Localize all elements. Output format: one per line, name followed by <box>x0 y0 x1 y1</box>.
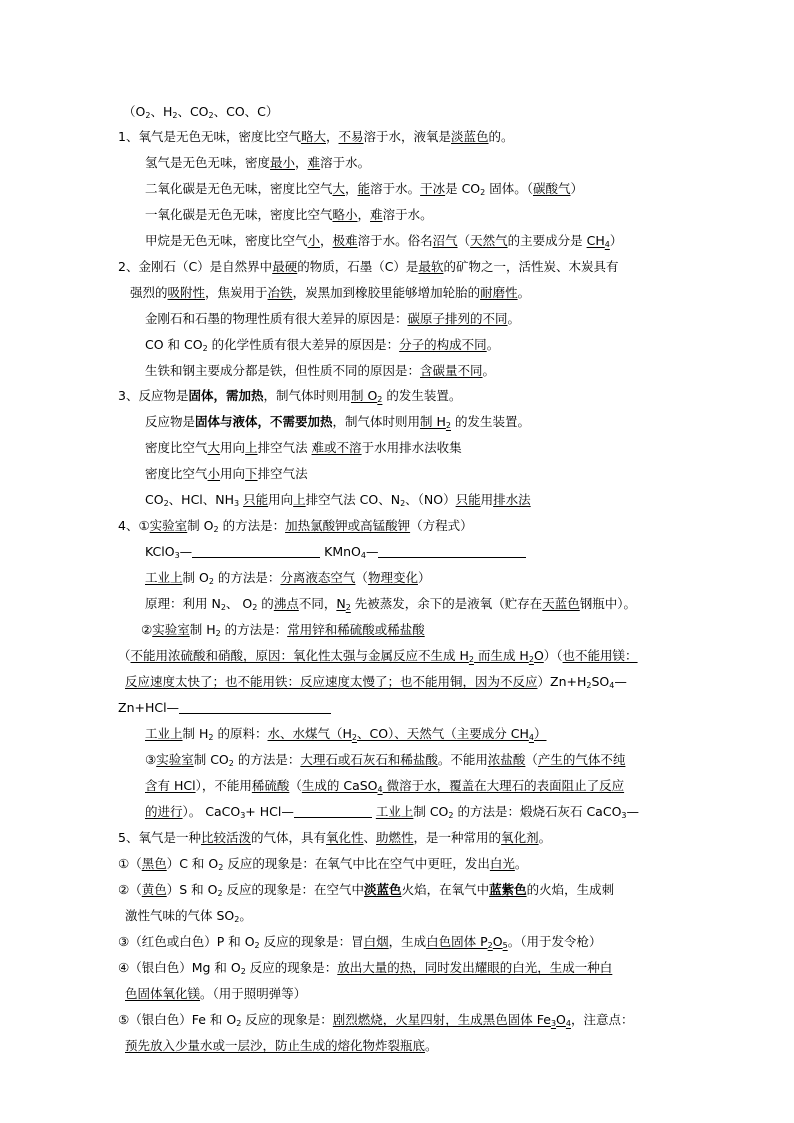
text-segment: 天然气 <box>470 233 508 248</box>
text-segment: Zn+HCl— <box>118 700 180 715</box>
subscript: 2 <box>345 603 351 612</box>
subscript: 2 <box>445 421 452 430</box>
text-segment: 难 <box>370 207 383 222</box>
text-segment: 略大 <box>300 129 326 144</box>
text-segment: 水、水煤气（H <box>267 726 352 741</box>
text-line <box>125 985 306 1003</box>
text-segment: 沼气 <box>432 233 458 248</box>
text-segment: 加热氯酸钾或高锰酸钾 <box>285 518 411 533</box>
text-segment: 火焰，在氧气中 <box>401 882 490 897</box>
text-line <box>145 206 433 224</box>
text-segment: 。 <box>239 908 252 923</box>
text-segment: ，焦炭用于 <box>205 285 268 300</box>
text-line <box>118 647 638 665</box>
text-segment: 产生的气体不纯 <box>537 752 626 767</box>
subscript: 4 <box>604 240 610 249</box>
text-segment: ），不能用 <box>195 778 252 793</box>
text-segment: 甲烷是无色无味，密度比空气 <box>145 233 308 248</box>
text-segment: 反应的现象是：在空气中 <box>222 882 365 897</box>
text-segment: 制 O <box>182 570 209 585</box>
text-line <box>118 933 601 951</box>
text-segment: 上 <box>293 492 306 507</box>
text-segment: 的进行 <box>145 804 183 819</box>
text-segment: 不能用浓硫酸和硝酸，原因：氧化性太强与金属反应不生成 H <box>130 648 469 663</box>
text-segment: ④（银白色）Mg 和 O <box>118 960 241 975</box>
text-segment: ， <box>320 233 333 248</box>
subscript: 2 <box>234 915 240 924</box>
text-segment: 剧烈燃烧，火星四射，生成黑色固体 Fe <box>332 1012 551 1027</box>
subscript: 2 <box>208 111 214 120</box>
text-segment: 淡蓝色 <box>364 882 402 897</box>
text-segment: 的方法是： <box>220 622 288 637</box>
text-segment: 黑色 <box>141 856 167 871</box>
text-segment: ③ <box>145 752 157 767</box>
text-segment: ，制气体时则用 <box>332 414 421 429</box>
text-line <box>141 621 425 639</box>
text-line <box>145 180 583 198</box>
text-line <box>145 439 462 457</box>
text-segment: 放出大量的热，同时发出耀眼的白光，生成一种白 <box>337 960 613 975</box>
text-segment: 。 <box>425 1038 438 1053</box>
answer-blank <box>179 701 331 714</box>
text-segment: ， <box>325 129 339 144</box>
text-segment: 溶于水。 <box>320 155 371 170</box>
text-line <box>145 232 622 250</box>
text-segment: 溶于水。 <box>382 207 433 222</box>
text-segment: — <box>614 674 627 689</box>
text-segment: 用向 <box>268 492 294 507</box>
text-segment: 。 <box>486 337 500 352</box>
text-segment: 反应的现象是： <box>241 1012 333 1027</box>
text-segment: ，制气体时则用 <box>263 388 351 403</box>
text-segment: 的气体，具有 <box>250 830 326 845</box>
text-segment: 分离液态空气 <box>280 570 356 585</box>
text-segment: 排空气法 CO、N <box>305 492 401 507</box>
text-segment: 密度比空气 <box>145 440 208 455</box>
text-segment: ②（ <box>118 882 142 897</box>
text-segment: 含碳量不同 <box>420 363 483 378</box>
text-segment: 3、反应物是 <box>118 388 189 403</box>
text-segment: 碳酸气 <box>532 181 571 196</box>
text-segment: 的主要成分是 <box>507 233 587 248</box>
text-segment: 、 <box>363 830 377 845</box>
text-segment: 只能 <box>455 492 481 507</box>
subscript: 2 <box>172 111 178 120</box>
text-segment: CH <box>586 233 605 248</box>
text-line <box>145 569 430 587</box>
text-segment: ③（红色或白色）P 和 O <box>118 934 255 949</box>
text-segment: 的方法是： <box>233 752 301 767</box>
text-segment: （ <box>457 233 471 248</box>
subscript: 2 <box>351 733 357 742</box>
text-segment: ）S 和 O <box>166 882 218 897</box>
subscript: 2 <box>217 889 223 898</box>
text-segment: 实验室 <box>152 622 190 637</box>
text-segment: ， <box>295 155 308 170</box>
text-segment: 极难 <box>332 233 358 248</box>
text-segment: 耐磨性 <box>480 285 518 300</box>
subscript: 4 <box>377 785 383 794</box>
text-segment: 的方法是： <box>218 518 286 533</box>
subscript: 4 <box>565 1019 571 1028</box>
text-segment: 反应的现象是：在氧气中比在空气中更旺，发出 <box>223 856 490 871</box>
equation-blanks <box>118 699 331 717</box>
text-segment: ⑤（银白色）Fe 和 O <box>118 1012 237 1027</box>
text-segment: 黄色 <box>141 882 167 897</box>
text-line <box>125 673 627 691</box>
text-line <box>145 336 499 354</box>
text-segment: （ <box>525 752 538 767</box>
text-segment: 钢瓶中）。 <box>579 596 637 611</box>
text-segment: 制 H <box>182 726 209 741</box>
text-segment: 含有 HCl <box>145 778 196 793</box>
text-segment: 最小 <box>270 155 296 170</box>
text-segment: 的原料： <box>213 726 268 741</box>
text-segment: ，注意点： <box>570 1012 634 1027</box>
subscript: 2 <box>400 499 406 508</box>
text-segment: 用向 <box>220 466 246 481</box>
text-segment: 、HCl、NH <box>168 492 235 507</box>
text-segment: 略小 <box>332 207 358 222</box>
text-segment: 吸附性 <box>167 285 206 300</box>
text-segment: 、（NO） <box>405 492 456 507</box>
text-segment: 、H <box>150 104 173 119</box>
text-segment: — <box>365 544 379 559</box>
subscript: 2 <box>208 733 214 742</box>
text-segment: 反应速度太快了；也不能用铁：反应速度太慢了；也不能用铜，因为不反应 <box>125 674 538 689</box>
text-line <box>118 881 614 899</box>
text-segment: 。 <box>517 285 531 300</box>
subscript: 2 <box>220 603 226 612</box>
text-line <box>118 829 551 847</box>
text-segment: CO <box>145 492 164 507</box>
text-segment: ）（ <box>543 648 563 663</box>
text-segment: 的方法是：煅烧石灰石 CaCO <box>453 804 622 819</box>
subscript: 3 <box>240 811 246 820</box>
text-segment: （ <box>289 778 302 793</box>
text-segment: 白色固体 P <box>426 934 488 949</box>
text-segment: + HCl— <box>245 804 294 819</box>
text-segment: 实验室 <box>149 518 188 533</box>
subscript: 2 <box>208 577 214 586</box>
text-segment: 大 <box>332 181 346 196</box>
text-segment: 排空气法 <box>257 466 308 481</box>
text-segment: 一氧化碳是无色无味，密度比空气 <box>145 207 333 222</box>
text-segment: 反应的现象是： <box>245 960 338 975</box>
text-segment: 最软 <box>418 259 444 274</box>
text-segment: KClO <box>145 544 175 559</box>
text-line <box>145 362 495 380</box>
text-segment: ，是一种常用的 <box>413 830 502 845</box>
text-segment: 反应的现象是：冒 <box>259 934 364 949</box>
text-segment: 分子的构成不同 <box>399 337 487 352</box>
text-segment: SO <box>591 674 610 689</box>
subscript: 2 <box>528 655 534 664</box>
text-segment: 制 O <box>350 388 378 403</box>
subscript: 2 <box>487 941 493 950</box>
text-line <box>125 907 252 925</box>
text-line <box>118 517 473 535</box>
text-segment: 金刚石和石墨的物理性质有很大差异的原因是： <box>145 311 408 326</box>
text-segment: 、 O <box>225 596 253 611</box>
text-segment: 、CO <box>177 104 209 119</box>
subscript: 4 <box>609 681 615 690</box>
text-segment: 排水法 <box>493 492 531 507</box>
text-segment: 2、金刚石（C）是自然界中 <box>118 259 273 274</box>
answer-blank <box>294 805 372 818</box>
text-segment: 是 CO <box>445 181 481 196</box>
text-segment: O <box>556 1012 566 1027</box>
text-line <box>145 465 308 483</box>
subscript: 2 <box>236 1019 242 1028</box>
text-segment: CO 和 CO <box>145 337 203 352</box>
text-line <box>145 751 625 769</box>
text-segment: 生铁和钢主要成分都是铁，但性质不同的原因是： <box>145 363 421 378</box>
text-segment: 制 H <box>189 622 216 637</box>
text-segment: ， <box>345 181 358 196</box>
text-segment: 、CO）、天然气（主要成分 CH <box>356 726 529 741</box>
subscript: 2 <box>468 655 474 664</box>
text-segment: 白光 <box>489 856 515 871</box>
text-segment: 制 CO <box>193 752 229 767</box>
text-segment: 。（用于照明弹等） <box>200 986 307 1001</box>
text-line <box>118 959 612 977</box>
text-segment: 的。 <box>488 129 514 144</box>
subscript: 2 <box>448 811 454 820</box>
subscript: 2 <box>145 111 151 120</box>
text-segment: 不易 <box>338 129 364 144</box>
subscript: 2 <box>228 759 234 768</box>
text-line <box>118 387 461 405</box>
text-line <box>130 284 530 302</box>
text-segment: 。 <box>514 856 528 871</box>
text-segment: 。 <box>482 363 496 378</box>
text-segment: 生成的 CaSO <box>301 778 378 793</box>
text-segment: 的化学性质有很大差异的原因是： <box>207 337 400 352</box>
subscript: 3 <box>621 811 627 820</box>
text-segment: 白烟 <box>363 934 389 949</box>
text-segment: ） <box>417 570 431 585</box>
text-segment: 也不能用镁： <box>562 648 638 663</box>
text-segment: 微溶于水，覆盖在大理石的表面阻止了反应 <box>382 778 625 793</box>
text-line <box>145 154 370 172</box>
text-segment: 固体，需加热 <box>188 388 264 403</box>
text-segment: 比较活泼 <box>200 830 251 845</box>
text-line <box>145 413 530 431</box>
subscript: 4 <box>360 551 366 560</box>
text-segment: 工业上 <box>145 726 183 741</box>
text-segment: ） <box>533 726 547 741</box>
text-line <box>145 310 520 328</box>
text-segment: 天蓝色 <box>542 596 580 611</box>
text-line <box>145 725 547 743</box>
text-segment: 激性气味的气体 SO <box>125 908 235 923</box>
subscript: 2 <box>213 525 219 534</box>
answer-blank <box>192 545 320 558</box>
subscript: 4 <box>528 733 534 742</box>
text-segment: 难或不溶 <box>311 440 362 455</box>
text-line <box>145 595 636 613</box>
text-line <box>145 803 639 821</box>
text-segment: 强烈的 <box>130 285 168 300</box>
equation-blanks <box>145 543 526 561</box>
text-segment: （O <box>123 104 146 119</box>
text-segment: 固体与液体，不需要加热 <box>195 414 333 429</box>
text-segment: — <box>626 804 639 819</box>
text-segment: 不同， <box>298 596 337 611</box>
text-segment: 排空气法 <box>257 440 312 455</box>
subscript: 2 <box>377 395 383 404</box>
subscript: 2 <box>252 603 258 612</box>
text-segment: 制 O <box>187 518 214 533</box>
text-segment: （ <box>355 570 368 585</box>
text-segment: 固体。（ <box>485 181 533 196</box>
text-segment: （方程式） <box>410 518 473 533</box>
text-segment: 1、氧气是无色无味，密度比空气 <box>118 129 301 144</box>
text-segment: 能 <box>357 181 371 196</box>
text-segment: O <box>492 934 503 949</box>
text-segment: — <box>179 544 193 559</box>
text-segment: 大 <box>207 440 221 455</box>
text-segment: ）Zn+H <box>537 674 587 689</box>
subscript: 3 <box>550 1019 557 1028</box>
text-segment: ） <box>609 233 623 248</box>
text-line <box>118 1011 634 1029</box>
text-segment: 反应物是 <box>145 414 196 429</box>
text-line <box>145 491 531 509</box>
text-segment: 溶于水。 <box>370 181 421 196</box>
text-segment: 氧化剂 <box>501 830 539 845</box>
text-segment: 。不能用 <box>437 752 488 767</box>
subscript: 3 <box>174 551 180 560</box>
subscript: 3 <box>234 499 240 508</box>
text-segment: 的物质，石墨（C）是 <box>297 259 419 274</box>
text-line <box>118 128 514 146</box>
subscript: 2 <box>480 188 486 197</box>
text-segment: 工业上 <box>145 570 183 585</box>
subscript: 2 <box>163 499 169 508</box>
text-segment: 。 <box>538 830 552 845</box>
text-segment: ） <box>570 181 583 196</box>
text-segment: 、CO、C） <box>213 104 279 119</box>
text-segment: 的 <box>257 596 274 611</box>
text-segment: 氢气是无色无味，密度 <box>145 155 271 170</box>
text-segment: 先被蒸发，余下的是液氧（贮存在 <box>350 596 543 611</box>
text-segment: 最硬 <box>272 259 298 274</box>
answer-blank <box>378 545 526 558</box>
text-segment: 小 <box>307 233 321 248</box>
text-segment: 沸点 <box>273 596 299 611</box>
text-segment: ①（ <box>118 856 142 871</box>
text-line <box>118 258 618 276</box>
subscript: 2 <box>202 344 208 353</box>
text-segment: 冶铁 <box>267 285 293 300</box>
subscript: 5 <box>502 941 508 950</box>
text-segment: 密度比空气 <box>145 466 208 481</box>
text-segment: 色固体氧化镁 <box>125 986 201 1001</box>
text-segment: 下 <box>245 466 258 481</box>
text-line <box>118 855 527 873</box>
text-segment: ， <box>357 207 371 222</box>
text-segment: ② <box>141 622 153 637</box>
text-segment: 于水用排水法收集 <box>361 440 462 455</box>
text-segment: ，炭黑加到橡胶里能够增加轮胎的 <box>292 285 481 300</box>
text-segment: ，生成 <box>388 934 427 949</box>
text-segment: 的发生装置。 <box>382 388 462 403</box>
text-segment: 大理石或石灰石和稀盐酸 <box>300 752 438 767</box>
text-segment: 淡蓝色 <box>451 129 489 144</box>
text-segment: 物理变化 <box>367 570 418 585</box>
text-segment: 助燃性 <box>376 830 414 845</box>
subscript: 2 <box>240 967 246 976</box>
text-segment: 5、氧气是一种 <box>118 830 201 845</box>
text-segment: 浓盐酸 <box>487 752 526 767</box>
text-segment: （ <box>118 648 131 663</box>
text-segment: 实验室 <box>156 752 194 767</box>
text-segment: 溶于水。俗名 <box>357 233 433 248</box>
text-segment: 难 <box>307 155 321 170</box>
text-segment: 原理：利用 N <box>145 596 221 611</box>
text-segment: 二氧化碳是无色无味，密度比空气 <box>145 181 333 196</box>
text-segment: 干冰 <box>420 181 446 196</box>
text-segment: 而生成 H <box>473 648 529 663</box>
text-segment: 的发生装置。 <box>451 414 530 429</box>
text-segment: ）C 和 O <box>166 856 219 871</box>
text-segment: 预先放入少量水或一层沙，防止生成的熔化物炸裂瓶底 <box>125 1038 426 1053</box>
text-segment: 制 CO <box>413 804 449 819</box>
text-segment: 。 <box>507 311 521 326</box>
text-segment: 工业上 <box>375 804 414 819</box>
subscript: 2 <box>215 629 221 638</box>
text-segment: 4、① <box>118 518 150 533</box>
text-segment: O <box>533 648 544 663</box>
text-segment: ）。 CaCO <box>182 804 241 819</box>
text-line <box>125 1037 438 1055</box>
subscript: 2 <box>254 941 260 950</box>
text-segment: 的矿物之一，活性炭、木炭具有 <box>443 259 619 274</box>
text-segment: 碳原子排列的不同 <box>407 311 508 326</box>
text-segment: 的方法是： <box>213 570 281 585</box>
subscript: 2 <box>586 681 592 690</box>
text-segment: 用 <box>480 492 494 507</box>
text-segment: N <box>336 596 346 611</box>
text-segment: 。（用于发令枪） <box>507 934 602 949</box>
text-segment: 溶于水，液氧是 <box>363 129 452 144</box>
text-segment: 只能 <box>243 492 269 507</box>
formula-heading <box>123 103 278 121</box>
text-segment: 上 <box>245 440 258 455</box>
text-segment: 的火焰，生成刺 <box>526 882 615 897</box>
text-segment: 稀硫酸 <box>251 778 290 793</box>
text-segment: 蓝紫色 <box>489 882 527 897</box>
subscript: 2 <box>218 863 224 872</box>
text-segment: KMnO <box>320 544 361 559</box>
text-segment: 小 <box>207 466 221 481</box>
text-segment: 制 H <box>420 414 446 429</box>
text-segment: 常用锌和稀硫酸或稀盐酸 <box>287 622 425 637</box>
text-line <box>145 777 624 795</box>
text-segment: 用向 <box>220 440 246 455</box>
text-segment: 氧化性 <box>326 830 364 845</box>
